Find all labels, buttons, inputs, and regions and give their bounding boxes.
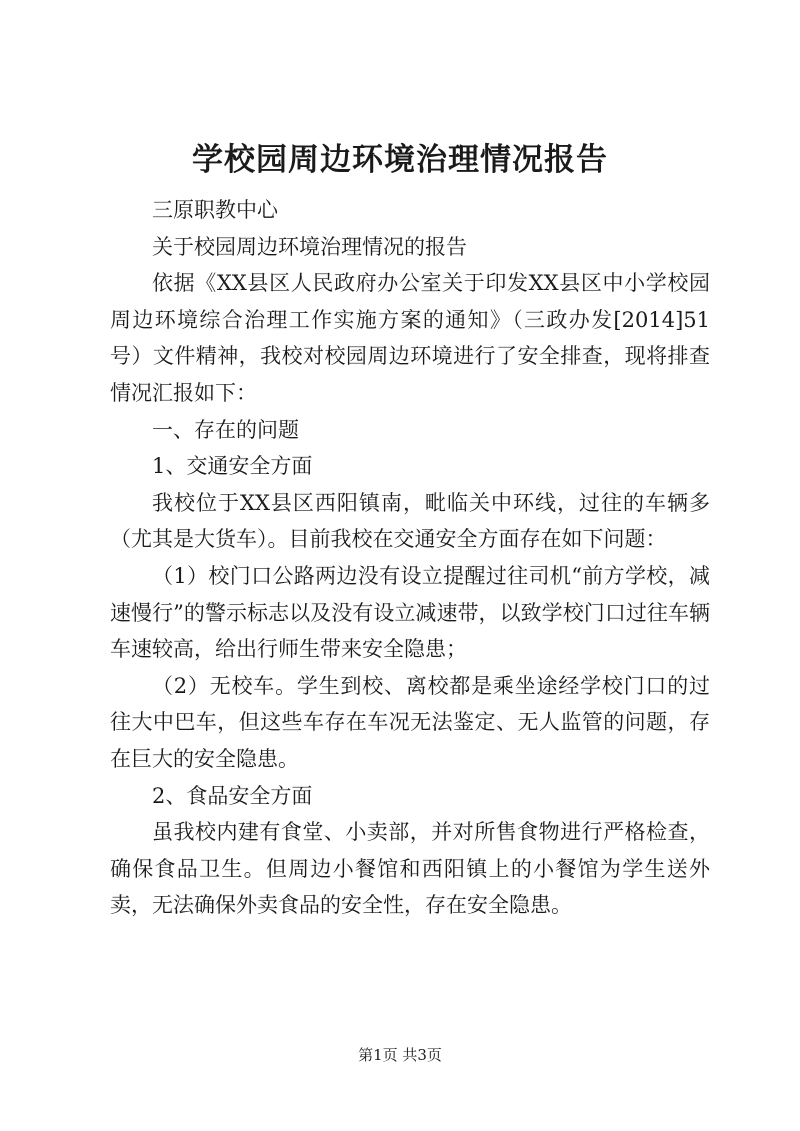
paragraph-organization: 三原职教中心 <box>152 198 278 222</box>
heading-problems: 一、存在的问题 <box>152 417 299 442</box>
document-body <box>110 192 710 924</box>
paragraph-food-safety: 虽我校内建有食堂、小卖部，并对所售食物进行严格检查，确保食品卫生。但周边小餐馆和西阳镇上的小餐馆为学生送外卖，无法确保外卖食品的安全性，存在安全隐患。 <box>110 820 710 918</box>
paragraph-traffic-issue-2: （2）无校车。学生到校、离校都是乘坐途经学校门口的过往大中巴车，但这些车存在车况无法鉴定、无人监管的问题，存在巨大的安全隐患。 <box>110 673 710 771</box>
paragraph-traffic-intro: 我校位于XX县区西阳镇南，毗临关中环线，过往的车辆多（尤其是大货车）。目前我校在交通安全方面存在如下问题： <box>110 490 710 552</box>
heading-food-safety: 2、食品安全方面 <box>152 783 313 808</box>
paragraph-report-subject: 关于校园周边环境治理情况的报告 <box>152 234 467 259</box>
paragraph-traffic-issue-1: （1）校门口公路两边没有设立提醒过往司机“前方学校，减速慢行”的警示标志以及没有设立减速带，以致学校门口过往车辆车速较高，给出行师生带来安全隐患； <box>110 563 710 662</box>
page-number: 第1页 共3页 <box>358 1046 442 1064</box>
paragraph-basis: 依据《XX县区人民政府办公室关于印发XX县区中小学校园周边环境综合治理工作实施方案的通知》（三政办发[2014]51号）文件精神，我校对校园周边环境进行了安全排查，现将排查情况汇报如下： <box>110 271 710 405</box>
heading-traffic-safety: 1、交通安全方面 <box>152 454 313 479</box>
document-title: 学校园周边环境治理情况报告 <box>192 142 608 178</box>
